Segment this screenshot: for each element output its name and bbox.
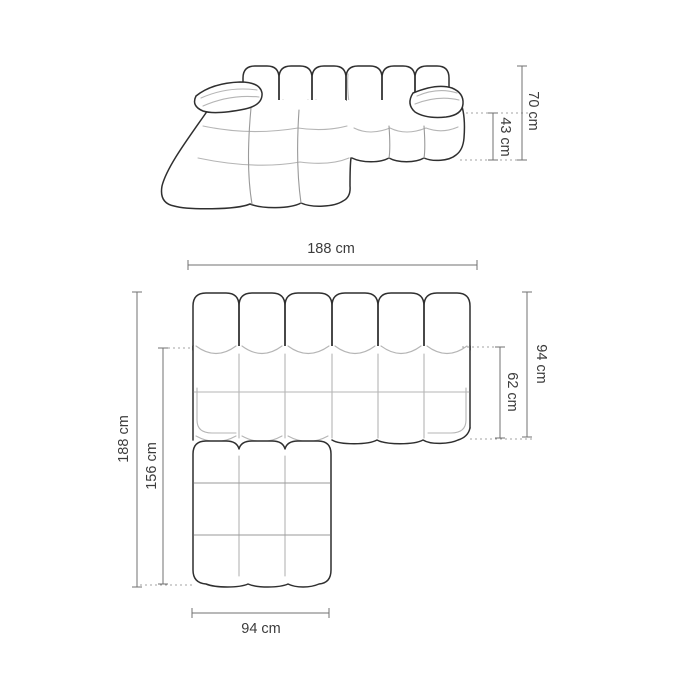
top-total-depth-label: 94 cm [533, 344, 549, 384]
front-view-drawing [161, 66, 465, 209]
front-total-height-label: 70 cm [525, 91, 541, 131]
top-view-drawing [193, 293, 470, 587]
top-total-width-label: 188 cm [307, 241, 355, 257]
top-chaise-length-label: 156 cm [144, 442, 160, 490]
front-seat-height-label: 43 cm [497, 117, 513, 157]
top-chaise-width-label: 94 cm [241, 621, 281, 637]
top-total-length-label: 188 cm [116, 415, 132, 463]
top-seat-depth-label: 62 cm [504, 372, 520, 412]
